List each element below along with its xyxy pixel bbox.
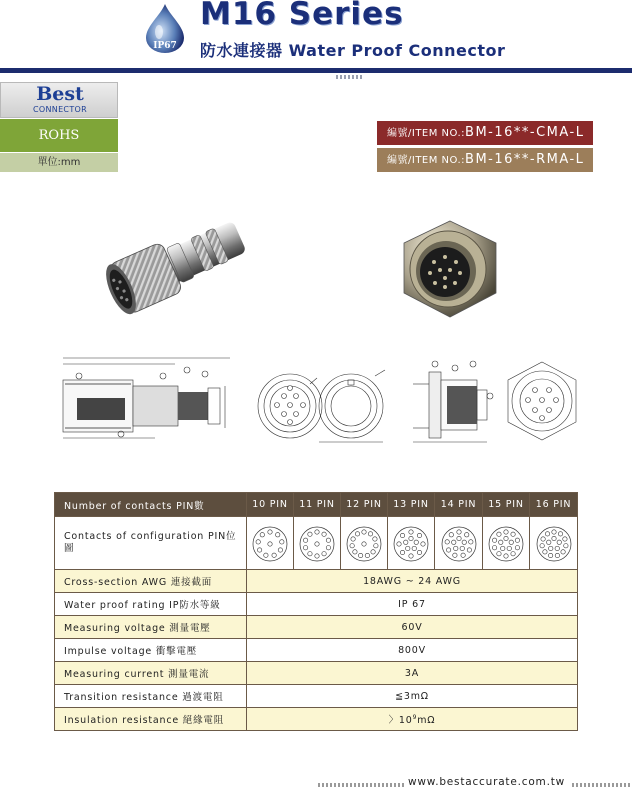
pin-dot	[351, 537, 355, 541]
table-row	[55, 593, 578, 616]
pin-dot	[256, 540, 260, 544]
receptacle-front-drawing	[319, 370, 385, 442]
pin-dot	[467, 548, 471, 552]
pin-layout-cell	[341, 517, 388, 570]
pin-dot	[558, 532, 562, 536]
pin-count-header: 16 PIN	[530, 493, 578, 517]
pin-dot	[446, 548, 450, 552]
item-number-plug	[377, 121, 593, 145]
pin-dot	[362, 542, 366, 546]
value-unit: mΩ	[417, 715, 436, 726]
pin-dot	[452, 553, 456, 557]
pin-dot	[350, 544, 354, 548]
pin-dot	[315, 554, 319, 558]
pin-dot	[400, 550, 404, 554]
pin-layout-cell	[483, 517, 530, 570]
logo-subtitle: CONNECTOR	[33, 105, 87, 114]
pin-dot	[315, 530, 319, 534]
pin-dot	[492, 546, 496, 550]
logo-name: Best	[36, 83, 84, 105]
row-label: Cross-section AWG 連接截面	[55, 570, 247, 593]
pin-layout-cell	[388, 517, 435, 570]
table-row	[55, 616, 578, 639]
ip67-water-drop-icon	[140, 2, 190, 54]
receptacle-connector-photo	[392, 217, 508, 327]
pin-dot	[412, 546, 416, 550]
plug-face-drawing	[258, 374, 322, 438]
pin-layout-cell	[247, 517, 294, 570]
pin-dot	[303, 546, 307, 550]
footer-dots-left	[318, 783, 404, 787]
pin-dot	[353, 550, 357, 554]
brand-logo	[0, 82, 118, 118]
pin-dot	[409, 536, 413, 540]
pin-dot	[451, 540, 455, 544]
pin-layout-cell	[294, 517, 341, 570]
pin-count-header: 15 PIN	[483, 493, 530, 517]
pin-dot	[548, 553, 552, 557]
pin-dot	[326, 538, 330, 542]
pin-dot	[404, 540, 408, 544]
pin-dot	[551, 536, 555, 540]
pin-layout-cell	[530, 517, 578, 570]
pin-dot	[499, 540, 503, 544]
row-label: Insulation resistance 絕緣電阻	[55, 708, 247, 731]
row-value: 800V	[247, 639, 578, 662]
row-label: Measuring current 測量電流	[55, 662, 247, 685]
pin-dot	[421, 542, 425, 546]
pin-dot	[460, 546, 464, 550]
pin-dot	[511, 552, 515, 556]
technical-drawings	[55, 350, 585, 450]
pin-dot	[548, 546, 552, 550]
pin-dot	[371, 550, 375, 554]
unit-label: 單位:mm	[0, 153, 118, 172]
pin-count-header: 14 PIN	[435, 493, 483, 517]
pin-dot	[368, 532, 372, 536]
series-subtitle: 防水連接器 Water Proof Connector	[200, 41, 506, 60]
pin-dot	[276, 533, 280, 537]
footer-website: www.bestaccurate.com.tw	[408, 776, 566, 788]
row-label: Impulse voltage 衝擊電壓	[55, 639, 247, 662]
pin-dot	[355, 532, 359, 536]
table-row	[55, 517, 578, 570]
pin-dot	[444, 540, 448, 544]
header-label: Number of contacts PIN數	[55, 493, 247, 517]
pin-dot	[308, 552, 312, 556]
pin-dot	[417, 533, 421, 537]
pin-dot	[414, 540, 418, 544]
pin-dot	[460, 553, 464, 557]
pin-dot	[456, 530, 460, 534]
pin-dot	[322, 532, 326, 536]
item-code: BM-16**-CMA-L	[465, 125, 585, 140]
pin-dot	[539, 544, 543, 548]
pin-dot	[409, 530, 413, 534]
pin-dot	[264, 553, 268, 557]
table-header-row	[55, 493, 578, 517]
pin-dot	[358, 553, 362, 557]
pin-count-header: 13 PIN	[388, 493, 435, 517]
pin-dot	[497, 552, 501, 556]
row-label: Water proof rating IP防水等級	[55, 593, 247, 616]
rohs-label: ROHS	[0, 119, 118, 152]
pin-dot	[468, 540, 472, 544]
pin-dot	[260, 533, 264, 537]
series-title: M16 Series	[200, 0, 404, 32]
header-divider	[0, 68, 632, 73]
item-label: 編號/ITEM NO.:	[387, 128, 466, 139]
pin-dot	[365, 553, 369, 557]
pin-dot	[497, 532, 501, 536]
pin-dot	[462, 540, 466, 544]
pin-dot	[397, 542, 401, 546]
pin-dot	[555, 553, 559, 557]
pin-dot	[315, 542, 319, 546]
pin-dot	[504, 536, 508, 540]
pin-dot	[400, 533, 404, 537]
footer-dots-right	[572, 783, 632, 787]
pin-count-header: 11 PIN	[294, 493, 341, 517]
pin-dot	[308, 532, 312, 536]
pin-dot	[555, 546, 559, 550]
pin-dot	[511, 532, 515, 536]
table-row	[55, 662, 578, 685]
pin-count-header: 10 PIN	[247, 493, 294, 517]
item-label: 編號/ITEM NO.:	[387, 155, 466, 166]
row-value: 18AWG ~ 24 AWG	[247, 570, 578, 593]
pin-dot	[322, 552, 326, 556]
plug-side-drawing	[63, 358, 230, 438]
pin-dot	[406, 546, 410, 550]
receptacle-hex-drawing	[508, 362, 576, 440]
pin-dot	[362, 530, 366, 534]
row-label: Measuring voltage 測量電壓	[55, 616, 247, 639]
pin-dot	[417, 550, 421, 554]
pin-dot	[257, 548, 261, 552]
pin-dot	[545, 532, 549, 536]
pin-dot	[303, 538, 307, 542]
pin-dot	[449, 533, 453, 537]
header-dots	[336, 75, 362, 79]
pin-dot	[557, 540, 561, 544]
pin-dot	[272, 553, 276, 557]
pin-dot	[373, 537, 377, 541]
spec-table	[54, 492, 578, 731]
pin-dot	[278, 548, 282, 552]
row-label: Transition resistance 過渡電阻	[55, 685, 247, 708]
pin-dot	[409, 554, 413, 558]
pin-dot	[501, 546, 505, 550]
pin-dot	[326, 546, 330, 550]
pin-dot	[542, 550, 546, 554]
pin-dot	[268, 530, 272, 534]
pin-dot	[546, 540, 550, 544]
page-header	[0, 0, 632, 72]
row-value	[247, 708, 578, 731]
row-value: ≦3mΩ	[247, 685, 578, 708]
pin-dot	[464, 533, 468, 537]
pin-dot	[515, 546, 519, 550]
brand-badge	[0, 82, 118, 172]
pin-dot	[280, 540, 284, 544]
receptacle-side-drawing	[413, 361, 493, 442]
item-code: BM-16**-RMA-L	[465, 152, 585, 167]
pin-dot	[374, 544, 378, 548]
pin-dot	[515, 538, 519, 542]
pin-dot	[453, 546, 457, 550]
table-row	[55, 685, 578, 708]
table-row	[55, 708, 578, 731]
pin-dot	[560, 550, 564, 554]
pin-dot	[551, 530, 555, 534]
pin-dot	[563, 544, 567, 548]
table-row	[55, 570, 578, 593]
item-number-receptacle	[377, 148, 593, 172]
value-exponent: 9	[412, 713, 418, 721]
row-label: Contacts of configuration PIN位圖	[55, 517, 247, 570]
pin-dot	[509, 540, 513, 544]
pin-dot	[504, 530, 508, 534]
pin-dot	[456, 536, 460, 540]
pin-dot	[507, 546, 511, 550]
pin-layout-cell	[435, 517, 483, 570]
pin-dot	[492, 538, 496, 542]
row-value: 3A	[247, 662, 578, 685]
pin-dot	[540, 537, 544, 541]
pin-dot	[504, 554, 508, 558]
plug-connector-photo	[106, 214, 256, 324]
table-row	[55, 639, 578, 662]
pin-dot	[268, 542, 272, 546]
pin-dot	[562, 537, 566, 541]
pin-count-header: 12 PIN	[341, 493, 388, 517]
row-value: IP 67	[247, 593, 578, 616]
ip67-badge-text: IP67	[153, 41, 177, 51]
value-base: 〉10	[388, 715, 413, 726]
row-value: 60V	[247, 616, 578, 639]
